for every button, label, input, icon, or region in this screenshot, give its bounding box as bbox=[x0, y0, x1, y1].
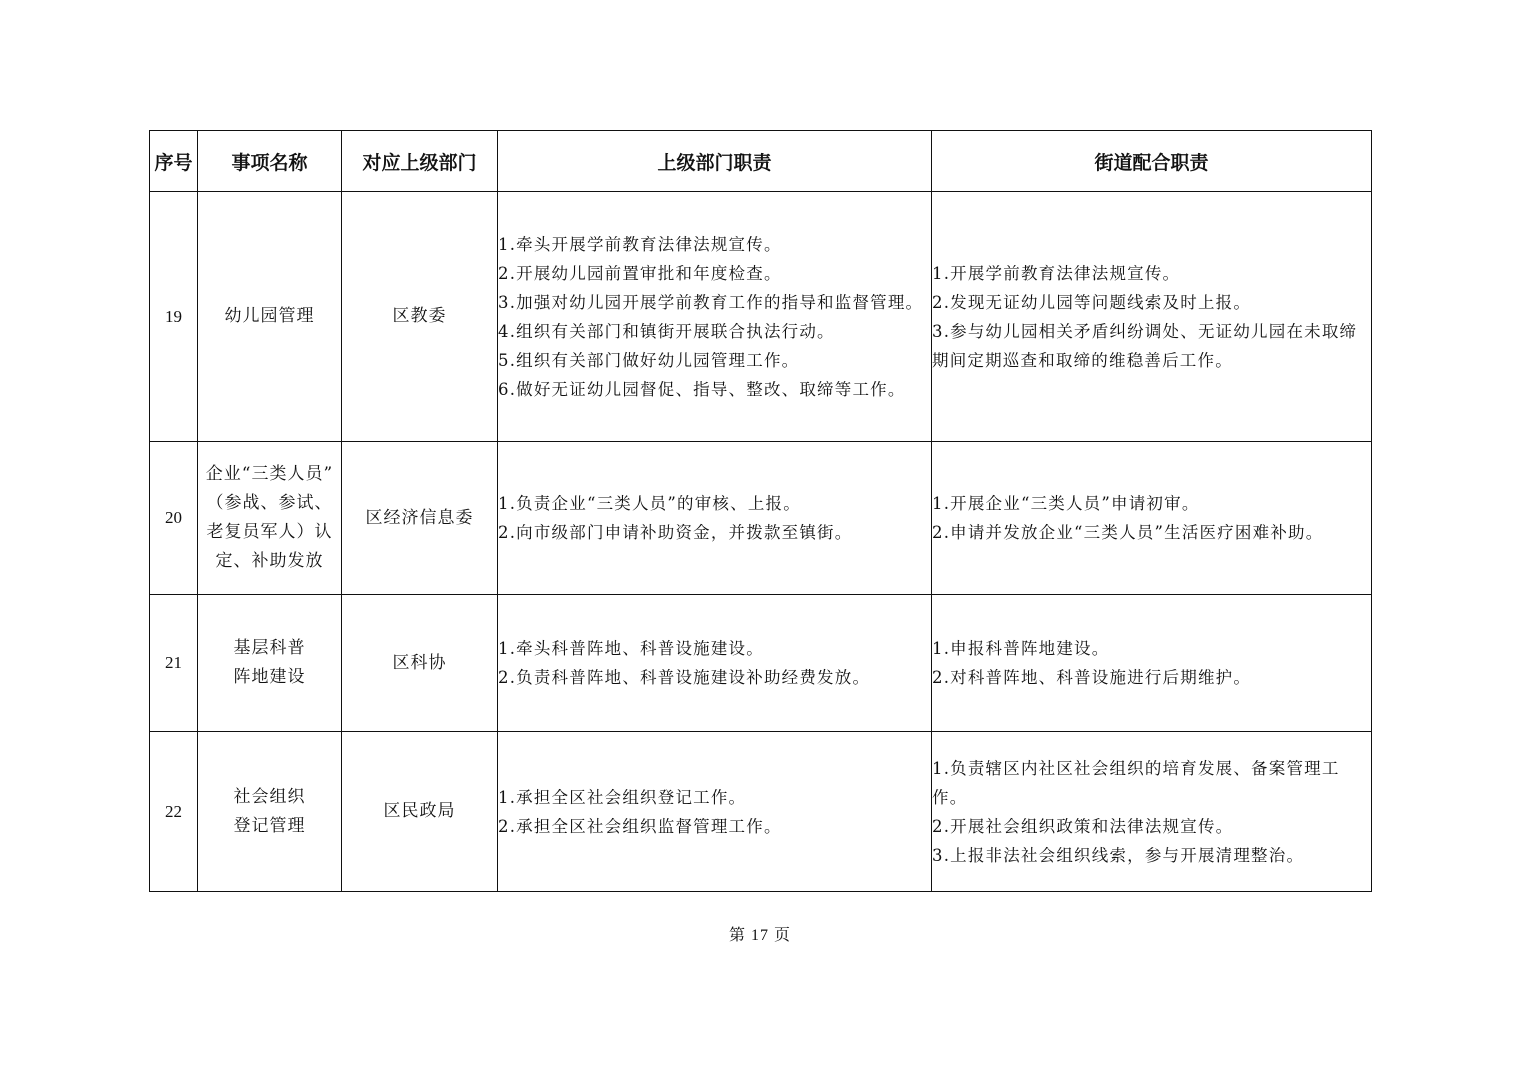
duty-item: 2.向市级部门申请补助资金，并拨款至镇街。 bbox=[498, 523, 853, 542]
item-name bbox=[198, 192, 342, 442]
duty-item: 2.申请并发放企业“三类人员”生活医疗困难补助。 bbox=[932, 523, 1324, 542]
duty-item: 2.开展社会组织政策和法律法规宣传。 bbox=[932, 816, 1234, 836]
item-name bbox=[198, 442, 342, 595]
item-name bbox=[198, 595, 342, 732]
page-number: 第 17 页 bbox=[728, 927, 791, 944]
item-name-line: （参战、参试、 bbox=[206, 493, 333, 513]
duty-item: 3.加强对幼儿园开展学前教育工作的指导和监督管理。 bbox=[498, 292, 924, 312]
row-number: 20 bbox=[150, 442, 198, 595]
duty-item: 1.承担全区社会组织登记工作。 bbox=[498, 787, 747, 807]
upper-duties bbox=[498, 442, 932, 595]
upper-duties bbox=[498, 732, 932, 892]
row-number: 19 bbox=[150, 192, 198, 442]
street-duties bbox=[932, 192, 1372, 442]
duty-item: 4.组织有关部门和镇街开展联合执法行动。 bbox=[498, 321, 835, 341]
duty-item: 2.对科普阵地、科普设施进行后期维护。 bbox=[932, 668, 1252, 687]
street-duties bbox=[932, 442, 1372, 595]
upper-duties bbox=[498, 192, 932, 442]
duty-item: 2.负责科普阵地、科普设施建设补助经费发放。 bbox=[498, 668, 871, 687]
row-number: 22 bbox=[150, 732, 198, 892]
upper-dept: 区经济信息委 bbox=[342, 442, 498, 595]
header-street-duties: 街道配合职责 bbox=[932, 131, 1372, 192]
duty-item: 1.开展学前教育法律法规宣传。 bbox=[932, 263, 1181, 283]
item-name-line: 企业“三类人员” bbox=[205, 464, 334, 484]
upper-dept: 区民政局 bbox=[342, 732, 498, 892]
duty-item: 1.牵头开展学前教育法律法规宣传。 bbox=[498, 234, 782, 254]
duty-item: 1.负责辖区内社区社会组织的培育发展、备案管理工作。 bbox=[932, 758, 1340, 807]
street-duties bbox=[932, 732, 1372, 892]
duty-table bbox=[149, 130, 1372, 892]
table-row bbox=[150, 595, 1372, 732]
table-row bbox=[150, 732, 1372, 892]
header-item-name: 事项名称 bbox=[198, 131, 342, 192]
header-upper-dept: 对应上级部门 bbox=[342, 131, 498, 192]
duty-item: 2.开展幼儿园前置审批和年度检查。 bbox=[498, 263, 782, 283]
upper-duties bbox=[498, 595, 932, 732]
upper-dept: 区教委 bbox=[342, 192, 498, 442]
item-name-line: 幼儿园管理 bbox=[224, 306, 315, 326]
duty-item: 1.牵头科普阵地、科普设施建设。 bbox=[498, 639, 764, 658]
header-upper-duties: 上级部门职责 bbox=[498, 131, 932, 192]
item-name-line: 基层科普 bbox=[233, 638, 306, 658]
duty-item: 5.组织有关部门做好幼儿园管理工作。 bbox=[498, 350, 800, 370]
duty-item: 3.上报非法社会组织线索，参与开展清理整治。 bbox=[932, 845, 1305, 865]
item-name-line: 登记管理 bbox=[233, 815, 306, 836]
header-seq: 序号 bbox=[150, 131, 198, 192]
table-row bbox=[150, 442, 1372, 595]
item-name-line: 阵地建设 bbox=[233, 667, 306, 687]
row-number: 21 bbox=[150, 595, 198, 732]
duty-item: 1.负责企业“三类人员”的审核、上报。 bbox=[498, 494, 801, 513]
duty-item: 1.开展企业“三类人员”申请初审。 bbox=[932, 494, 1200, 513]
item-name bbox=[198, 732, 342, 892]
table-header-row bbox=[150, 131, 1372, 192]
duty-item: 3.参与幼儿园相关矛盾纠纷调处、无证幼儿园在未取缔期间定期巡查和取缔的维稳善后工作。 bbox=[932, 321, 1358, 370]
duty-item: 2.承担全区社会组织监督管理工作。 bbox=[498, 816, 782, 836]
duty-item: 2.发现无证幼儿园等问题线索及时上报。 bbox=[932, 292, 1252, 312]
duty-item: 1.申报科普阵地建设。 bbox=[932, 639, 1110, 658]
item-name-line: 老复员军人）认 bbox=[206, 522, 333, 542]
item-name-line: 社会组织 bbox=[233, 786, 306, 807]
duty-item: 6.做好无证幼儿园督促、指导、整改、取缔等工作。 bbox=[498, 379, 906, 399]
upper-dept: 区科协 bbox=[342, 595, 498, 732]
table-row bbox=[150, 192, 1372, 442]
street-duties bbox=[932, 595, 1372, 732]
item-name-line: 定、补助发放 bbox=[215, 551, 324, 571]
